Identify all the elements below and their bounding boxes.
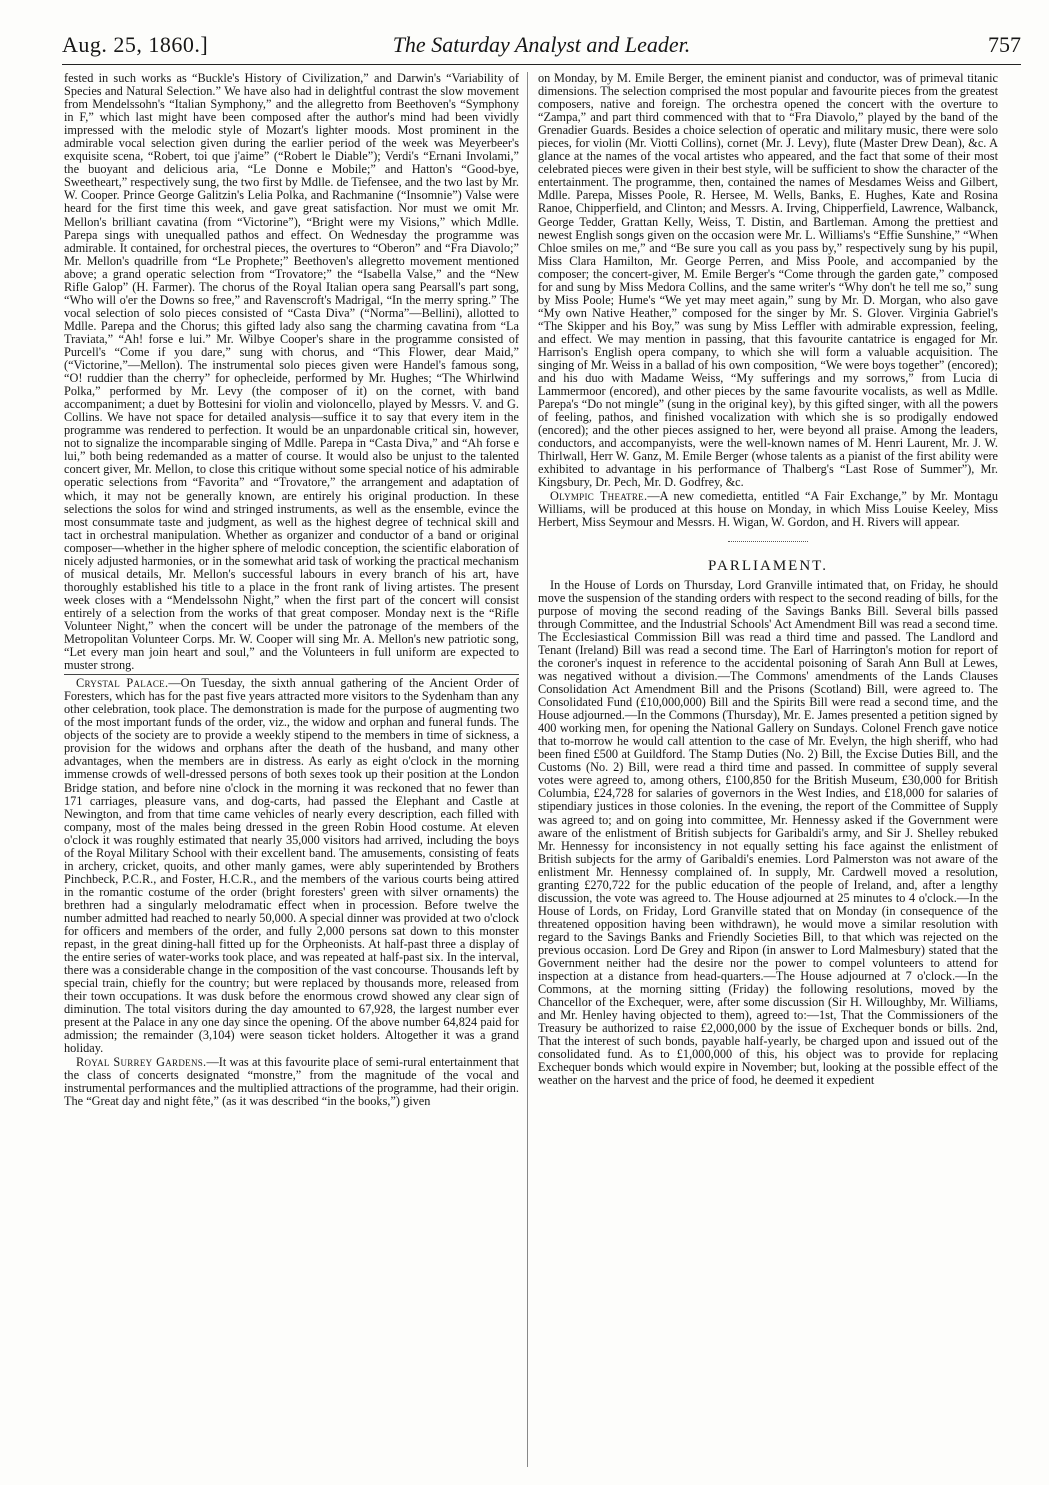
crystal-palace-article <box>64 677 519 1055</box>
column-divider <box>527 72 528 1467</box>
section-ornament <box>728 541 808 542</box>
surrey-gardens-continuation: on Monday, by M. Emile Berger, the eminent pianist and conductor, was of primeval titanic dimensions. The selection comprised the most popular and favourite pieces from the greatest composers, native and foreign. The orchestra opened the concert with the overture to “Zampa,” and part third commenced with that to “Fra Diavolo,” played by the band of the Grenadier Guards. Besides a choice selection of operatic and military music, there were solo pieces, for violin (Mr. Viotti Collins), cornet (Mr. J. Levy), flute (Master Drew Dean), &c. A glance at the names of the vocal artistes who appeared, and the fact that some of their most celebrated pieces were given in their best style, will be sufficient to show the character of the entertainment. The programme, then, contained the names of Mesdames Weiss and Gilbert, Mdlle. Parepa, Misses Poole, R. Hersee, M. Wells, Banks, E. Hughes, Kate and Rosina Ranoe, Chipperfield, and Clinton; and Messrs. A. Irving, Chipperfield, Lawrence, Walbanck, George Tedder, Grattan Kelly, Weiss, T. Distin, and Bartleman. Among the prettiest and newest English songs given on the occasion were Mr. L. Williams's “Effie Sunshine,” “When Chloe smiles on me,” and “Be sure you call as you pass by,” respectively sung by his pupil, Miss Clara Hamilton, Mr. George Perren, and Miss Poole, and accompanied by the composer; the concert-giver, M. Emile Berger's “Come through the garden gate,” composed for and sung by Miss Medora Collins, and the same writer's “Why don't he tell me so,” sung by Miss Poole; Hume's “We yet may meet again,” sung by Mr. D. Morgan, who also gave “My own Native Heather,” composed for the singer by Mr. S. Glover. Virginia Gabriel's “The Skipper and his Boy,” was sung by Miss Leffler with admirable expression, feeling, and effect. We may mention in passing, that this favourite cantatrice is engaged for Mr. Harrison's English opera company, to which she will form a valuable acquisition. The singing of Mr. Weiss in a ballad of his own composition, “We were boys together” (encored); and his duo with Madame Weiss, “My sufferings and my sorrows,” from Lucia di Lammermoor (encored), and other pieces by the same favourite vocalists, as well as Mdlle. Parepa's “Do not mingle” (sung in the original key), by this gifted singer, with all the powers of feeling, pathos, and finished vocalization with which she is so prodigally endowed (encored); and the other pieces assigned to her, were beyond all praise. Among the leaders, conductors, and accompanyists, were the well-known names of M. Henri Laurent, Mr. J. W. Thirlwall, Herr W. Ganz, M. Emile Berger (whose talents as a pianist of the first ability were exhibited to advantage in his performance of Thalberg's “Last Rose of Summer”), Mr. Kingsbury, Dr. Pech, Mr. D. Godfrey, &c. <box>538 72 998 490</box>
crystal-palace-text: —On Tuesday, the sixth annual gathering of the Ancient Order of Foresters, which has for the past five years attracted more visitors to the Sydenham than any other celebration, took place. The demonstration is made for the purpose of augmenting two of the most important funds of the order, viz., the widow and orphan and funeral funds. The objects of the society are to provide a weekly stipend to the members in time of sickness, a provision for the widows and orphans after the death of the husband, and many other advantages, when the members are in distress. As early as eight o'clock in the morning immense crowds of well-dressed persons of both sexes took up their position at the London Bridge station, and before nine o'clock in the morning it was reckoned that no fewer than 171 carriages, pleasure vans, and dog-carts, had passed the Elephant and Castle at Newington, and from that time came vehicles of nearly every description, each filled with company, most of the males being dressed in the green Robin Hood costume. At eleven o'clock it was roughly estimated that nearly 35,000 visitors had arrived, including the boys of the Royal Military School with their excellent band. The amusements, consisting of feats in archery, cricket, quoits, and other manly games, were ably superintended by Brothers Pinchbeck, P.C.R., and Foster, H.C.R., and the members of the various courts being attired in the romantic costume of the order (bright foresters' green with silver ornaments) the brethren had a singularly melodramatic effect when in procession. Before twelve the number admitted had reached to nearly 50,000. A special dinner was provided at two o'clock for officers and members of the order, and fully 2,000 persons sat down to this monster repast, in the great dining-hall fitted up for the Orpheonists. At half-past three a display of the entire series of water-works took place, and was repeated at half-past six. In the interval, there was a considerable change in the composition of the vast concourse. Thousands left by special train, chiefly for the country; but were replaced by thousands more, released from their town occupations. It was dusk before the enormous crowd showed any clear sign of diminution. The total visitors during the day amounted to 67,928, the largest number ever present at the Palace in any one day since the opening. Of the above number 64,824 paid for admission; the remainder (3,104) were season ticket holders. Altogether it was a grand holiday. <box>64 676 519 1056</box>
parliament-report: In the House of Lords on Thursday, Lord Granville intimated that, on Friday, he should move the suspension of the standing orders with respect to the second reading of bills, for the purpose of moving the second reading of the Savings Banks Bill. Several bills passed through Committee, and the Industrial Schools' Act Amendment Bill was read a second time. The Ecclesiastical Commission Bill was read a third time and passed. The Landlord and Tenant (Ireland) Bill was read a second time. The Earl of Harrington's motion for report of the coroner's inquest in reference to the accidental poisoning of Sarah Ann Bull at Lewes, was negatived without a division.—The Commons' amendments of the Lands Clauses Consolidation Act Amendment Bill and the Prisons (Scotland) Bill, were agreed to. The Consolidated Fund (£10,000,000) Bill and the Spirits Bill were read a second time, and the House adjourned.—In the Commons (Thursday), Mr. E. James presented a petition signed by 400 working men, for opening the National Gallery on Sundays. Colonel French gave notice that to-morrow he would call attention to the case of Mr. Evelyn, the high sheriff, who had been fined £500 at Guildford. The Stamp Duties (No. 2) Bill, the Excise Duties Bill, and the Customs (No. 2) Bill, were read a third time and passed. In committee of supply several votes were agreed to, among others, £100,850 for the British Museum, £30,000 for British Columbia, £24,728 for salaries of governors in the West Indies, and £18,000 for salaries of stipendiary justices in those colonies. In the evening, the report of the Committee of Supply was agreed to; and on going into committee, Mr. Hennessy asked if the Government were aware of the enlistment of British subjects for Garibaldi's army, and Sir J. Shelley rebuked Mr. Hennessy for inconsistency in not equally setting his face against the enlistment of British subjects for the army of Garibaldi's enemies. Lord Palmerston was not aware of the enlistment Mr. Hennessy complained of. In supply, Mr. Cardwell moved a resolution, granting £270,722 for the public education of the people of Ireland, and, after a lengthy discussion, the vote was agreed to. The House adjourned at 25 minutes to 4 o'clock.—In the House of Lords, on Friday, Lord Granville stated that on Monday (in consequence of the threatened opposition having been withdrawn), he would move a similar resolution with regard to the Savings Banks and Friendly Societies Bill, to that which was rejected on the previous occasion. Lord De Grey and Ripon (in answer to Lord Malmesbury) stated that the Government neither had the desire nor the power to compel volunteers to attend for inspection at a distance from head-quarters.—The House adjourned at 7 o'clock.—In the Commons, at the morning sitting (Friday) the following resolutions, moved by the Chancellor of the Exchequer, were, after some discussion (Sir H. Willoughby, Mr. Williams, and Mr. Henley having objected to them), agreed to:—1st, That the Commissioners of the Treasury be authorized to raise £2,000,000 by the issue of Exchequer bonds or bills. 2nd, That the interest of such bonds, payable half-yearly, be charged upon and issued out of the consolidated fund. As to £1,000,000 of this, his object was to provide for replacing Exchequer bonds which would expire in November; but, looking at the possible effect of the weather on the harvest and the price of food, he deemed it expedient <box>538 577 998 1088</box>
left-column <box>64 72 519 1467</box>
olympic-heading: Olympic Theatre. <box>550 488 648 503</box>
royal-surrey-article <box>64 1056 519 1108</box>
concert-review-continuation: fested in such works as “Buckle's History of Civilization,” and Darwin's “Variability of Species and Natural Selection.” We have also had in delightful contrast the slow movement from Mendelssohn's “Italian Symphony,” and the allegretto from Beethoven's “Symphony in F,” which last might have been composed after the author's mind had been vividly impressed with the melodic style of Mozart's lighter moods. Most prominent in the admirable vocal selection given during the earlier period of the week was Meyerbeer's exquisite scena, “Robert, toi que j'aime” (“Robert le Diable”); Verdi's “Ernani Involami,” the buoyant and delicious aria, “Le Donne e Mobile;” and Hatton's “Good-bye, Sweetheart,” respectively sung, the two first by Mdlle. de Tiefensee, and the two last by Mr. W. Cooper. Prince George Galitzin's Lelia Polka, and Rachmanine (“Insomnie”) Valse were heard for the first time this week, and gave great satisfaction. Nor must we omit Mr. Mellon's brilliant cavatina (from “Victorine”), “Bright were my Visions,” which Mdlle. Parepa sings with unequalled pathos and effect. On Wednesday the programme was admirable. It contained, for orchestral pieces, the overtures to “Oberon” and “Fra Diavolo;” Mr. Mellon's quadrille from “Le Prophete;” Beethoven's allegretto movement mentioned above; a grand operatic selection from “Trovatore;” the “Isabella Valse,” and the “New Rifle Galop” (H. Farmer). The chorus of the Royal Italian opera sang Pearsall's part song, “Who will o'er the Downs so free,” and Ravenscroft's Madrigal, “In the merry spring.” The vocal selection of solo pieces consisted of “Casta Diva” (“Norma”—Bellini), allotted to Mdlle. Parepa and the Chorus; this gifted lady also sang the charming cavatina from “La Traviata,” “Ah! forse e lui.” Mr. Wilbye Cooper's share in the programme consisted of Purcell's “Come if you dare,” sung with chorus, and “This Flower, dear Maid,” (“Victorine,”—Mellon). The instrumental solo pieces given were Handel's famous song, “O! ruddier than the cherry” for ophecleide, performed by Mr. Hughes; “The Whirlwind Polka,” performed by Mr. Levy (the composer of it) on the cornet, with band accompaniment; a duet by Bottesini for violin and violoncello, played by Messrs. V. and G. Collins. We have not space for detailed analysis—suffice it to say that every item in the programme was rendered to perfection. It would be an unpardonable critical sin, however, not to signalize the incomparable singing of Mdlle. Parepa in “Casta Diva,” and “Ah forse e lui,” both being redemanded as a matter of course. It would also be unjust to the talented concert giver, Mr. Mellon, to close this critique without some special notice of his admirable operatic selections from “Favorita” and “Trovatore,” the arrangement and adaptation of which, it may not be generally known, are entirely his original production. In these selections the solos for wind and stringed instruments, as well as the ensemble, evince the most consummate taste and judgment, as well as the highest degree of technical skill and tact in orchestral manipulation. Whether as organizer and conductor of a band or original composer—whether in the higher sphere of melodic conception, the scientific elaboration of nicely adjusted harmonies, or in the somewhat arid task of working the practical mechanism of musical details, Mr. Mellon's successful labours in every branch of his art, have thoroughly established his title to a place in the front rank of living artistes. The present week closes with a “Mendelssohn Night,” when the first part of the concert will consist entirely of a selection from the works of that great composer. Monday next is the “Rifle Volunteer Night,” when the concert will be under the patronage of the members of the Metropolitan Volunteer Corps. Mr. W. Cooper will sing Mr. A. Mellon's new patriotic song, “Let every man join heart and soul,” and the Volunteers in full uniform are expected to muster strong. <box>64 72 519 673</box>
article-separator <box>64 674 519 675</box>
olympic-text: —A new comedietta, entitled “A Fair Exchange,” by Mr. Montagu Williams, will be produced at this house on Monday, in which Miss Louise Keeley, Miss Herbert, Miss Seymour and Messrs. H. Wigan, W. Gordon, and H. Rivers will appear. <box>538 488 998 529</box>
royal-surrey-heading: Royal Surrey Gardens. <box>76 1054 207 1069</box>
issue-date: Aug. 25, 1860.] <box>62 32 209 57</box>
publication-title: The Saturday Analyst and Leader. <box>392 32 691 57</box>
page-number: 757 <box>988 32 1021 57</box>
crystal-palace-heading: Crystal Palace. <box>76 676 169 691</box>
royal-surrey-text: —It was at this favourite place of semi-rural entertainment that the class of concerts designated “monstre,” from the magnitude of the vocal and instrumental performances and the multiplied attractions of the programme, had their origin. The “Great day and night fête,” (as it was described “in the books,”) given <box>64 1054 519 1108</box>
olympic-theatre-article <box>538 490 998 529</box>
parliament-heading: PARLIAMENT. <box>708 557 828 574</box>
right-column <box>538 72 998 1467</box>
masthead <box>62 28 1021 65</box>
